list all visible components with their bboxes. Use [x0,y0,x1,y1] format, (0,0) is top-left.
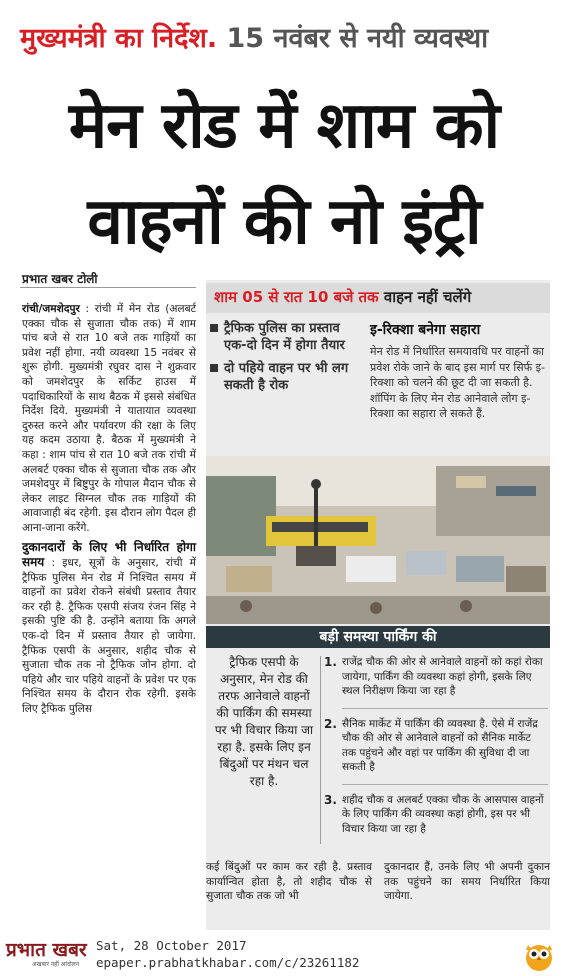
problem-item: 2. सैनिक मार्केट में पार्किंग की व्यवस्था है. ऐसे में राजेंद्र चौक की ओर से आनेवाले वाहनों को सैनिक मार्केट तक पहुंचने और वहां पर पार्किंग की सुविधा दी जा सकती है [324,716,538,773]
publish-date: Sat, 28 October 2017 [96,938,247,953]
kicker [20,18,488,55]
article-subhead: दुकानदारों के लिए भी निर्धारित होगा समय [22,539,196,570]
headline [14,78,554,270]
dateline: रांची/जमशेदपुर [22,303,80,315]
street-traffic-photo [206,456,550,624]
divider [342,708,548,709]
logo-tagline: अखबार नहीं आंदोलन [32,961,80,968]
square-bullet-icon [210,324,218,332]
banner-time: शाम 05 से रात 10 बजे तक [214,288,379,306]
byline: प्रभात खबर टोली [22,272,98,286]
kicker-grey: 15 नवंबर से नयी व्यवस्था [226,23,489,54]
erickshaw-body: मेन रोड में निर्धारित समयावधि पर वाहनों का प्रवेश रोके जाने के बाद इस मार्ग पर सिर्फ इ-रिक्शा को चलने की छूट दी जा सकती है. शॉपिंग के लिए मेन रोड आनेवाले लोग इ-रिक्शा का सहारा ले सकते हैं. [370,345,545,420]
left-column [22,302,196,717]
article-continuation: कई बिंदुओं पर काम कर रही है. प्रस्ताव कार्यान्वित होता है, तो शहीद चौक से सुजाता चौक तक जो भी [206,861,372,903]
bullet-item: दो पहिये वाहन पर भी लग सकती है रोक [210,360,356,394]
problem-list [324,655,548,845]
headline-line2: वाहनों की नो इंट्री [87,185,481,259]
article-para1: : रांची में मेन रोड (अलबर्ट एक्का चौक से सुजाता चौक तक) में शाम पांच बजे से रात 10 बजे तक गाड़ियों का प्रवेश नहीं होगा. नयी व्यवस्था 15 नवंबर से शुरू होगी. मुख्यमंत्री रघुवर दास ने शुक्रवार को जमशेदपुर के सर्किट हाउस में पदाधिकारियों के साथ बैठक में इससे संबंधित निर्देश दिये. मुख्यमंत्री ने यातायात व्यवस्था दुरुस्त करने और पर्यावरण की रक्षा के लिए यह कदम उठाया है. बैठक में मुख्यमंत्री ने कहा : शाम पांच से रात 10 बजे तक रांची में अलबर्ट एक्का चौक से सुजाता चौक तक और जमशेदपुर में बिष्टुपुर के गोपाल मैदान चौक से लेकर लाइट सिग्नल चौक तक गाड़ियों की आवाजाही बंद रहेगी. इस दौरान लोग पैदल ही आना-जाना करेंगे. [22,303,196,534]
square-bullet-icon [210,364,218,372]
kicker-red: मुख्यमंत्री का निर्देश. [20,23,218,54]
headline-line1: मेन रोड में शाम को [68,89,500,163]
problem-item: 1. राजेंद्र चौक की ओर से आनेवाले वाहनों को कहां रोका जायेगा, पार्किंग की व्यवस्था कहां होगी, इसके लिए स्थल निरीक्षण किया जा रहा है [324,655,543,697]
problem-title: बड़ी समस्या पार्किंग की [206,626,550,648]
owl-icon [524,940,554,972]
problem-summary: ट्रैफिक एसपी के अनुसार, मेन रोड की तरफ आनेवाले वाहनों की पार्किंग की समस्या पर भी विचार किया जा रहा है. इसके लिए इन बिंदुओं पर मंथन चल रहा है. [214,655,314,788]
divider [320,656,321,844]
bullet-list [210,320,356,400]
article-para2: : इधर, सूत्रों के अनुसार, रांची में ट्रैफिक पुलिस मेन रोड में निश्चित समय में वाहनों का प्रवेश रोकने संबंधी प्रस्ताव तैयार कर रही है. ट्रैफिक एसपी संजय रंजन सिंह ने इसकी पुष्टि की है. उन्होंने बताया कि अगले एक-दो दिन में प्रस्ताव तैयार हो जायेगा. ट्रैफिक एसपी के अनुसार, शहीद चौक से सुजाता चौक तक नो ट्रैफिक जोन होगा. दो पहिये और चार पहिये वाहनों के प्रवेश पर एक निश्चित समय के दौरान रोक रहेगी. इसके लिए ट्रैफिक पुलिस [22,557,196,716]
article-continuation: दुकानदार हैं, उनके लिए भी अपनी दुकान तक पहुंचने का समय निर्धारित किया जायेगा. [384,861,550,903]
byline-rule [20,287,196,288]
bullet-item: ट्रैफिक पुलिस का प्रस्ताव एक-दो दिन में होगा तैयार [210,320,356,354]
footer-info [96,938,359,971]
banner-text [214,287,471,307]
banner-message: वाहन नहीं चलेंगे [383,288,472,306]
erickshaw-title: इ-रिक्शा बनेगा सहारा [370,322,481,338]
newspaper-logo: प्रभात खबर [6,939,87,961]
divider [342,784,548,785]
problem-item: 3. शहीद चौक व अलबर्ट एक्का चौक के आसपास वाहनों के लिए पार्किंग की व्यवस्था कहां होगी, इस पर भी विचार किया जा रहा है [324,792,544,835]
epaper-url[interactable]: epaper.prabhatkhabar.com/c/23261182 [96,954,360,970]
